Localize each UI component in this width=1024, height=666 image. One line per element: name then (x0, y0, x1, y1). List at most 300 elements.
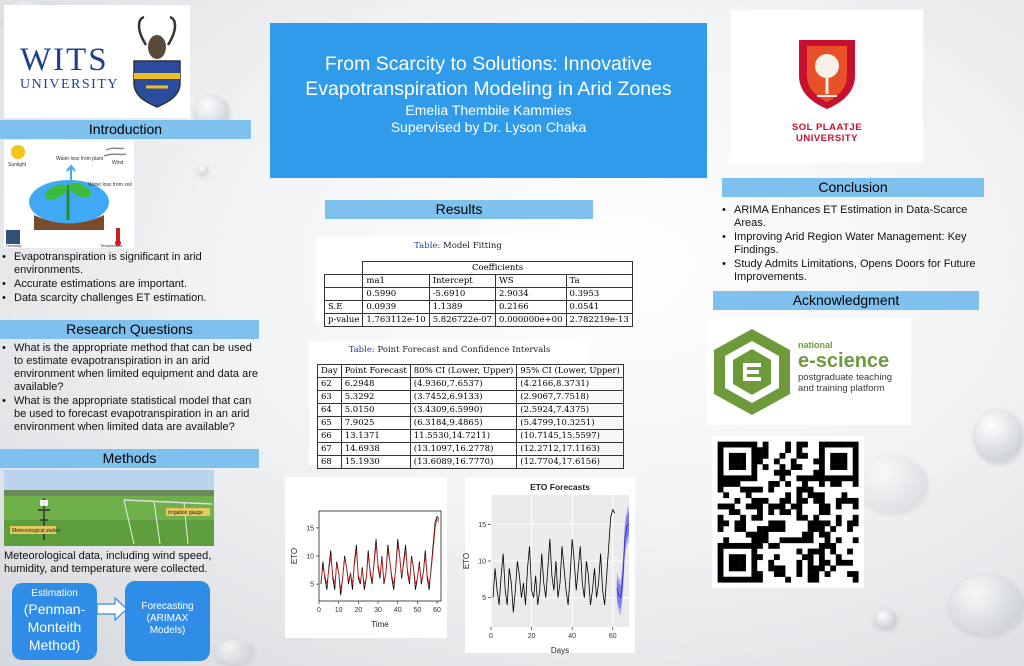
qr-module (841, 464, 847, 470)
qr-module (735, 481, 741, 487)
qr-module (774, 481, 780, 487)
introduction-bullets (0, 251, 255, 306)
qr-module (746, 475, 752, 481)
qr-module (735, 453, 741, 459)
qr-module (718, 487, 724, 493)
research-questions-heading: Research Questions (0, 320, 259, 339)
qr-module (718, 470, 724, 476)
qr-module (723, 520, 729, 526)
qr-module (740, 475, 746, 481)
qr-module (735, 509, 741, 515)
qr-module (740, 459, 746, 465)
qr-module (757, 537, 763, 543)
qr-module (757, 509, 763, 515)
qr-module (785, 470, 791, 476)
qr-module (763, 447, 769, 453)
qr-module (751, 532, 757, 538)
table-group-header: Coefficients (363, 262, 632, 275)
qr-module (841, 475, 847, 481)
qr-module (785, 577, 791, 583)
qr-module (768, 526, 774, 532)
qr-module (751, 470, 757, 476)
table-row: 0.5990 -5.6910 2.9034 0.3953 (325, 288, 633, 301)
qr-module (796, 509, 802, 515)
qr-module (819, 504, 825, 510)
qr-module (723, 504, 729, 510)
qr-module (825, 504, 831, 510)
qr-module (718, 453, 724, 459)
estimation-box: Estimation (Penman- Monteith Method) (12, 583, 97, 660)
qr-module (802, 498, 808, 504)
qr-module (819, 520, 825, 526)
x-tick-label: 30 (374, 607, 382, 614)
qr-module (740, 520, 746, 526)
qr-module (808, 492, 814, 498)
x-tick-label: 20 (527, 633, 536, 640)
qr-module (819, 481, 825, 487)
qr-module (780, 537, 786, 543)
qr-module (853, 481, 859, 487)
table-header: ma1 (363, 275, 429, 288)
qr-module (768, 543, 774, 549)
qr-module (780, 526, 786, 532)
qr-module (853, 453, 859, 459)
qr-module (802, 537, 808, 543)
qr-module (847, 442, 853, 448)
qr-module (819, 447, 825, 453)
qr-module (718, 554, 724, 560)
forecast-table (317, 364, 624, 469)
qr-module (853, 571, 859, 577)
qr-module (819, 532, 825, 538)
qr-module (718, 526, 724, 532)
qr-module (825, 509, 831, 515)
qr-module (802, 487, 808, 493)
qr-module (735, 464, 741, 470)
et-diagram-illustration (4, 140, 134, 248)
qr-module (808, 475, 814, 481)
qr-module (841, 560, 847, 566)
qr-module (830, 464, 836, 470)
qr-module (853, 504, 859, 510)
qr-module (819, 498, 825, 504)
diagram-label-plant: Water loss from plant (56, 156, 104, 162)
qr-module (830, 481, 836, 487)
qr-module (780, 464, 786, 470)
qr-module (853, 470, 859, 476)
qr-module (836, 481, 842, 487)
qr-module (780, 475, 786, 481)
qr-module (841, 492, 847, 498)
qr-module (718, 577, 724, 583)
qr-module (836, 475, 842, 481)
qr-module (751, 442, 757, 448)
qr-module (729, 543, 735, 549)
qr-module (780, 509, 786, 515)
methods-text: Meteorological data, including wind speed, humidity, and temperature were collected. (4, 550, 212, 575)
qr-module (718, 549, 724, 555)
water-droplet (215, 640, 255, 664)
qr-module (718, 459, 724, 465)
qr-module (757, 577, 763, 583)
qr-module (836, 537, 842, 543)
conclusion-bullet: • Improving Arid Region Water Management: Key Findings. (720, 231, 990, 257)
qr-module (836, 498, 842, 504)
qr-module (751, 475, 757, 481)
qr-module (774, 543, 780, 549)
qr-module (740, 565, 746, 571)
qr-module (774, 459, 780, 465)
qr-module (723, 481, 729, 487)
qr-module (802, 481, 808, 487)
table-row: 65 7.9025 (6.3184,9.4865) (5.4799,10.3251) (318, 417, 624, 430)
qr-code[interactable] (712, 436, 864, 588)
qr-module (718, 520, 724, 526)
qr-module (757, 515, 763, 521)
qr-module (813, 498, 819, 504)
table-row: 64 5.0150 (3.4309,6.5990) (2.5924,7.4375) (318, 404, 624, 417)
qr-module (830, 526, 836, 532)
qr-module (785, 498, 791, 504)
qr-module (718, 464, 724, 470)
table-header (325, 275, 363, 288)
forecast-table-panel (309, 341, 620, 467)
qr-module (808, 532, 814, 538)
qr-module (813, 470, 819, 476)
research-question: • What is the appropriate method that can be used to estimate evapotranspiration in an arid environment when limited equipment and data are available? (0, 342, 258, 394)
y-tick-label: 10 (478, 558, 486, 566)
qr-module (718, 504, 724, 510)
conclusion-bullets (720, 204, 990, 285)
qr-module (796, 565, 802, 571)
water-droplet (198, 165, 208, 175)
qr-module (819, 492, 825, 498)
qr-module (740, 554, 746, 560)
conclusion-heading: Conclusion (722, 178, 984, 197)
diagram-label-sunlight: Sunlight (8, 162, 27, 168)
qr-module (853, 464, 859, 470)
water-droplet (858, 455, 928, 513)
qr-module (796, 487, 802, 493)
qr-module (802, 442, 808, 448)
qr-module (796, 498, 802, 504)
qr-module (853, 459, 859, 465)
qr-module (796, 537, 802, 543)
qr-module (751, 549, 757, 555)
qr-module (785, 481, 791, 487)
qr-module (819, 560, 825, 566)
poster-title: From Scarcity to Solutions: Innovative Evapotranspiration Modeling in Arid Zones (305, 53, 672, 100)
qr-module (819, 526, 825, 532)
water-droplet (950, 575, 1024, 635)
qr-module (825, 543, 831, 549)
table-row: 66 13.1371 11.5530,14.7211) (10.7145,15.5597) (318, 430, 624, 443)
qr-module (819, 453, 825, 459)
qr-module (853, 520, 859, 526)
results-heading: Results (325, 200, 593, 219)
qr-module (847, 520, 853, 526)
qr-module (751, 560, 757, 566)
qr-module (735, 459, 741, 465)
qr-module (757, 554, 763, 560)
wits-logo (4, 5, 190, 118)
qr-module (830, 442, 836, 448)
y-axis-label: ETO (290, 547, 299, 565)
qr-module (813, 459, 819, 465)
qr-module (757, 543, 763, 549)
photo-label-station: Meteorological station (12, 528, 61, 534)
y-tick-label: 15 (478, 521, 486, 529)
qr-module (729, 509, 735, 515)
supervisor-name: Supervised by Dr. Lyson Chaka (390, 119, 587, 135)
table-row: 63 5.3292 (3.7452,6.9133) (2.9067,7.7518) (318, 391, 624, 404)
qr-module (813, 526, 819, 532)
qr-module (746, 543, 752, 549)
qr-module (808, 554, 814, 560)
wits-logo-text: WITS UNIVERSITY (20, 42, 119, 92)
qr-module (796, 442, 802, 448)
qr-module (830, 453, 836, 459)
diagram-label-wind: Wind (112, 160, 124, 166)
qr-module (830, 549, 836, 555)
qr-module (735, 520, 741, 526)
qr-module (729, 577, 735, 583)
qr-module (785, 447, 791, 453)
qr-module (780, 470, 786, 476)
qr-module (751, 515, 757, 521)
qr-module (735, 554, 741, 560)
x-tick-label: 40 (393, 607, 402, 614)
conclusion-bullet: • Study Admits Limitations, Opens Doors for Future Improvements. (720, 258, 990, 284)
x-tick-label: 10 (334, 607, 343, 614)
qr-module (802, 515, 808, 521)
qr-module (819, 543, 825, 549)
spu-logo (731, 10, 923, 163)
qr-module (718, 560, 724, 566)
x-tick-label: 0 (489, 633, 493, 640)
qr-module (763, 532, 769, 538)
diagram-label-temperature: Temperature (100, 243, 123, 248)
qr-module (808, 565, 814, 571)
qr-module (813, 520, 819, 526)
qr-module (819, 475, 825, 481)
qr-module (751, 498, 757, 504)
qr-module (791, 504, 797, 510)
qr-module (825, 520, 831, 526)
qr-module (796, 549, 802, 555)
qr-module (802, 554, 808, 560)
table-row: p-value 1.763112e-10 5.826722e-07 0.000000e+00 2.782219e-13 (325, 314, 633, 327)
qr-module (796, 453, 802, 459)
qr-module (780, 498, 786, 504)
y-tick-label: 15 (306, 525, 314, 533)
qr-module (740, 515, 746, 521)
qr-module (763, 498, 769, 504)
research-question: • What is the appropriate statistical model that can be used to forecast evapotranspiration in an arid environment when limited data are available? (0, 395, 258, 434)
introduction-bullet: • Data scarcity challenges ET estimation. (0, 292, 255, 305)
qr-module (785, 509, 791, 515)
qr-module (796, 464, 802, 470)
water-droplet (975, 410, 1023, 462)
acknowledgment-heading: Acknowledgment (713, 291, 979, 310)
qr-module (740, 464, 746, 470)
escience-hexagon-icon (711, 327, 793, 417)
qr-module (802, 453, 808, 459)
qr-module (819, 442, 825, 448)
qr-module (735, 498, 741, 504)
qr-module (825, 532, 831, 538)
qr-module (740, 487, 746, 493)
qr-module (723, 492, 729, 498)
qr-module (841, 459, 847, 465)
qr-module (813, 515, 819, 521)
qr-module (774, 470, 780, 476)
qr-module (847, 526, 853, 532)
qr-module (746, 492, 752, 498)
qr-module (853, 475, 859, 481)
qr-module (763, 526, 769, 532)
qr-code-icon[interactable] (712, 436, 864, 588)
qr-module (836, 520, 842, 526)
qr-module (808, 520, 814, 526)
chart-title: ETO Forecasts (530, 482, 590, 492)
qr-module (796, 475, 802, 481)
qr-module (802, 475, 808, 481)
qr-module (796, 571, 802, 577)
qr-module (836, 560, 842, 566)
qr-module (757, 571, 763, 577)
qr-module (836, 515, 842, 521)
qr-module (808, 549, 814, 555)
spu-logo-text: SOL PLAATJE UNIVERSITY (791, 122, 863, 144)
diagram-label-soil: Water loss from soil (88, 182, 132, 188)
qr-module (847, 560, 853, 566)
qr-module (729, 459, 735, 465)
qr-module (847, 549, 853, 555)
qr-module (729, 464, 735, 470)
qr-module (796, 515, 802, 521)
qr-module (853, 442, 859, 448)
qr-module (751, 487, 757, 493)
qr-module (802, 532, 808, 538)
qr-module (718, 515, 724, 521)
series-line (321, 519, 439, 589)
qr-module (836, 459, 842, 465)
qr-module (735, 565, 741, 571)
x-tick-label: 50 (413, 607, 422, 614)
qr-module (780, 453, 786, 459)
eto-fit-chart-panel (285, 477, 447, 638)
qr-module (735, 577, 741, 583)
y-axis-label: ETO (462, 552, 471, 570)
qr-module (825, 560, 831, 566)
table-header: Intercept (429, 275, 495, 288)
qr-module (853, 577, 859, 583)
qr-module (830, 475, 836, 481)
qr-module (853, 447, 859, 453)
qr-module (746, 442, 752, 448)
qr-module (813, 549, 819, 555)
qr-module (853, 537, 859, 543)
table-header: Ta (566, 275, 632, 288)
y-tick-label: 5 (482, 595, 486, 603)
qr-module (718, 442, 724, 448)
qr-module (718, 481, 724, 487)
qr-module (729, 565, 735, 571)
qr-module (729, 560, 735, 566)
x-tick-label: 40 (568, 633, 577, 640)
evapotranspiration-diagram (4, 140, 134, 248)
field-photo-image (4, 470, 214, 546)
qr-module (813, 571, 819, 577)
qr-module (729, 504, 735, 510)
x-tick-label: 0 (317, 607, 321, 614)
diagram-label-humidity: Humidity (6, 243, 22, 248)
qr-module (763, 453, 769, 459)
qr-module (774, 520, 780, 526)
qr-module (723, 577, 729, 583)
qr-module (774, 554, 780, 560)
qr-module (723, 537, 729, 543)
qr-module (740, 453, 746, 459)
wits-crest-icon (126, 15, 188, 107)
qr-module (780, 504, 786, 510)
qr-module (847, 498, 853, 504)
qr-module (819, 459, 825, 465)
qr-module (796, 447, 802, 453)
qr-module (853, 498, 859, 504)
qr-module (813, 492, 819, 498)
qr-module (796, 560, 802, 566)
qr-module (791, 464, 797, 470)
qr-module (836, 464, 842, 470)
series-line (321, 517, 439, 596)
qr-module (836, 442, 842, 448)
qr-module (768, 487, 774, 493)
qr-module (808, 560, 814, 566)
qr-module (735, 475, 741, 481)
qr-module (841, 453, 847, 459)
qr-module (813, 577, 819, 583)
qr-module (746, 487, 752, 493)
qr-module (723, 442, 729, 448)
qr-module (819, 464, 825, 470)
qr-module (763, 442, 769, 448)
qr-module (825, 475, 831, 481)
table-row: 67 14.6938 (13.1097,16.2778) (12.2712,17.1163) (318, 443, 624, 456)
qr-module (735, 543, 741, 549)
qr-module (746, 532, 752, 538)
qr-module (780, 565, 786, 571)
qr-module (768, 481, 774, 487)
qr-module (768, 560, 774, 566)
qr-module (740, 560, 746, 566)
qr-module (830, 543, 836, 549)
qr-module (718, 447, 724, 453)
x-tick-label: 60 (608, 633, 617, 640)
introduction-bullet: • Evapotranspiration is significant in arid environments. (0, 251, 255, 277)
qr-module (751, 577, 757, 583)
qr-module (780, 520, 786, 526)
plot-frame (319, 511, 441, 601)
qr-module (735, 526, 741, 532)
qr-module (836, 504, 842, 510)
qr-module (723, 543, 729, 549)
qr-module (729, 481, 735, 487)
qr-module (729, 554, 735, 560)
table-header: 80% CI (Lower, Upper) (410, 365, 517, 378)
author-name: Emelia Thembile Kammies (405, 102, 572, 118)
